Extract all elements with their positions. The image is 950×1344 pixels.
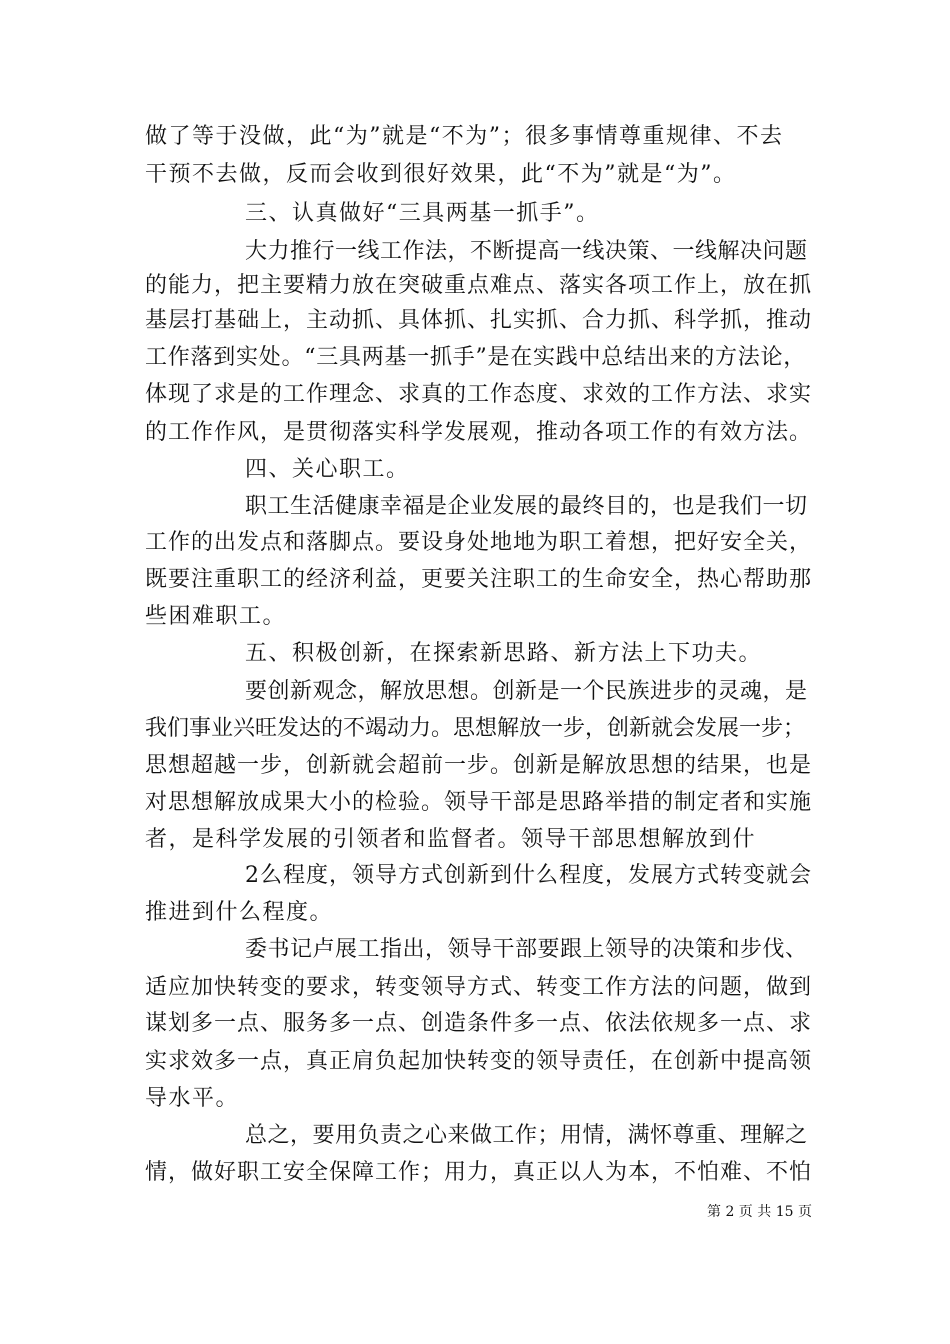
text-line: 基层打基础上，主动抓、具体抓、扎实抓、合力抓、科学抓，推动: [145, 308, 813, 333]
text-line: 谋划多一点、服务多一点、创造条件多一点、依法依规多一点、求: [145, 1011, 813, 1036]
text-line: 对思想解放成果大小的检验。领导干部是思路举措的制定者和实施: [145, 790, 813, 815]
text-line: 情，做好职工安全保障工作；用力，真正以人为本，不怕难、不怕: [145, 1160, 813, 1185]
page-number-footer: 第 2 页 共 15 页: [707, 1204, 812, 1220]
text-line: 委书记卢展工指出，领导干部要跟上领导的决策和步伐、: [245, 937, 808, 962]
text-line: 要创新观念，解放思想。创新是一个民族进步的灵魂，是: [245, 679, 808, 704]
section-heading: 四、关心职工。: [245, 457, 410, 482]
section-heading: 三、认真做好“三具两基一抓手”。: [245, 201, 600, 226]
text-line: 思想超越一步，创新就会超前一步。创新是解放思想的结果，也是: [145, 753, 813, 778]
text-line: 推进到什么程度。: [145, 900, 334, 925]
text-line: 工作的出发点和落脚点。要设身处地地为职工着想，把好安全关，: [145, 530, 813, 555]
text-line: 大力推行一线工作法，不断提高一线决策、一线解决问题: [245, 239, 808, 264]
text-line: 些困难职工。: [145, 604, 287, 629]
section-heading: 五、积极创新，在探索新思路、新方法上下功夫。: [245, 641, 763, 666]
text-line: 我们事业兴旺发达的不竭动力。思想解放一步，创新就会发展一步；: [145, 716, 806, 741]
text-line: 实求效多一点，真正肩负起加快转变的领导责任，在创新中提高领: [145, 1049, 813, 1074]
text-line: 职工生活健康幸福是企业发展的最终目的，也是我们一切: [245, 494, 808, 519]
text-line: 做了等于没做，此“为”就是“不为”；很多事情尊重规律、不去: [145, 124, 784, 149]
text-line: 干预不去做，反而会收到很好效果，此“不为”就是“为”。: [145, 162, 737, 187]
text-line: 导水平。: [145, 1086, 240, 1111]
text-line: 的工作作风，是贯彻落实科学发展观，推动各项工作的有效方法。: [145, 420, 813, 445]
text-line: 适应加快转变的要求，转变领导方式、转变工作方法的问题，做到: [145, 975, 813, 1000]
text-line: 工作落到实处。“三具两基一抓手”是在实践中总结出来的方法论，: [145, 345, 806, 370]
text-line: 2么程度，领导方式创新到什么程度，发展方式转变就会: [245, 863, 812, 888]
text-line: 者，是科学发展的引领者和监督者。领导干部思想解放到什: [145, 827, 757, 852]
text-line: 总之，要用负责之心来做工作；用情，满怀尊重、理解之: [245, 1123, 808, 1148]
text-line: 体现了求是的工作理念、求真的工作态度、求效的工作方法、求实: [145, 382, 813, 407]
text-line: 既要注重职工的经济利益，更要关注职工的生命安全，热心帮助那: [145, 567, 813, 592]
text-line: 的能力，把主要精力放在突破重点难点、落实各项工作上，放在抓: [145, 273, 813, 298]
